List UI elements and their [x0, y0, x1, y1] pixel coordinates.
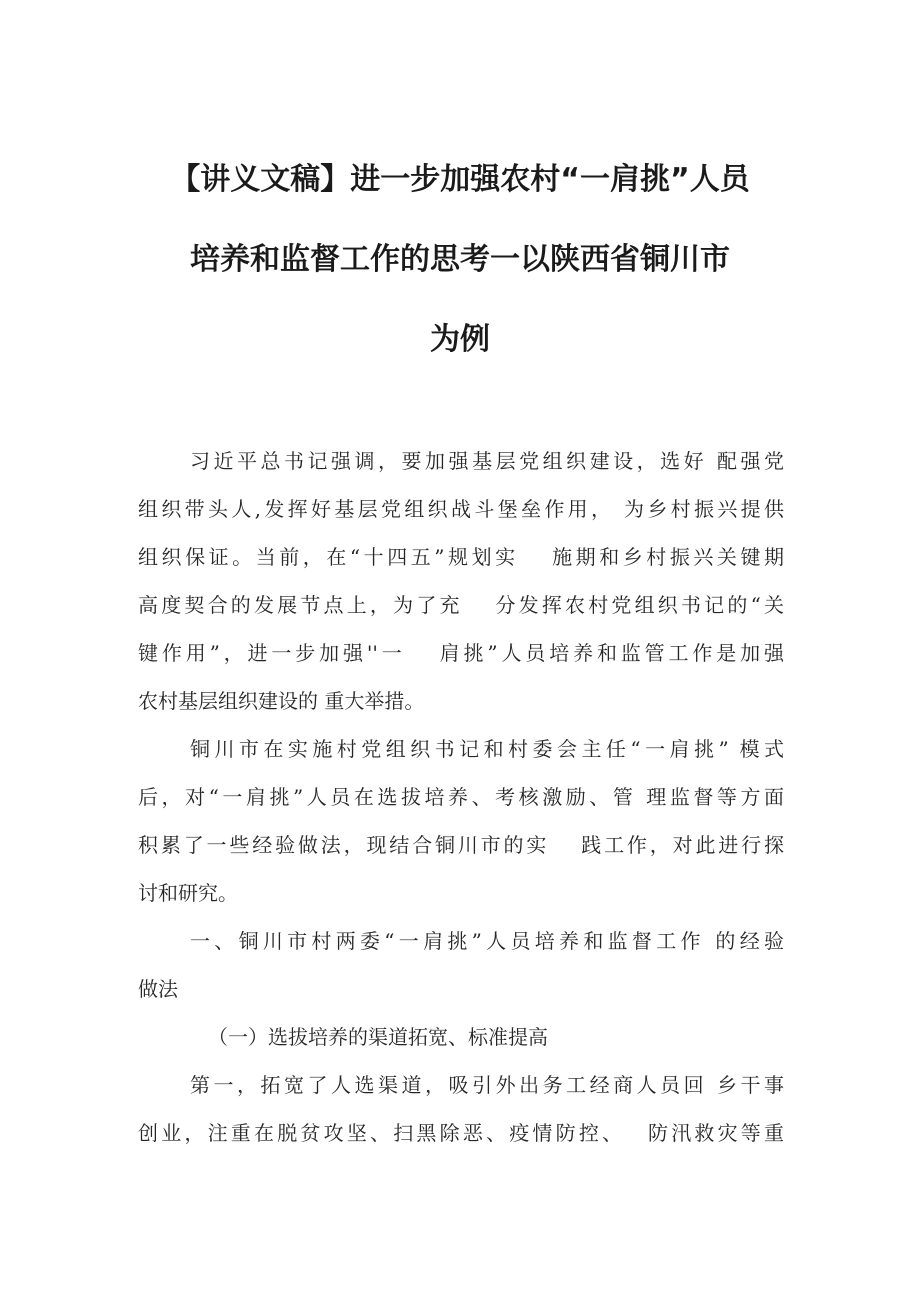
title-line-3: 为例 [430, 322, 490, 357]
body-line: 习近平总书记强调，要加强基层党组织建设，选好 配强党 [190, 449, 784, 473]
body-line: 键作用”，进一步加强''一 肩挑”人员培养和监管工作是加强 [138, 641, 784, 665]
body-line: 讨和研究。 [138, 881, 238, 905]
body-line: 第一，拓宽了人选渠道，吸引外出务工经商人员回 乡干事 [190, 1073, 784, 1097]
body-line: 铜川市在实施村党组织书记和村委会主任“一肩挑” 模式 [190, 737, 784, 761]
body-line: 后，对“一肩挑”人员在选拔培养、考核激励、管 理监督等方面 [138, 785, 784, 809]
body-line: 高度契合的发展节点上，为了充 分发挥农村党组织书记的“关 [138, 593, 784, 617]
body-line: 组织带头人,发挥好基层党组织战斗堡垒作用， 为乡村振兴提供 [138, 497, 784, 521]
document-title [60, 150, 860, 390]
body-line: 组织保证。当前，在“十四五”规划实 施期和乡村振兴关键期 [138, 545, 784, 569]
section-heading: 一、铜川市村两委“一肩挑”人员培养和监督工作 的经验 [190, 929, 784, 953]
body-line: 积累了一些经验做法，现结合铜川市的实 践工作，对此进行探 [138, 833, 784, 857]
title-line-1: 【讲义文稿】进一步加强农村“一肩挑”人员 [170, 162, 750, 197]
body-line: 创业，注重在脱贫攻坚、扫黑除恶、疫情防控、 防汛救灾等重 [138, 1121, 784, 1145]
body-line: 农村基层组织建设的 重大举措。 [138, 689, 425, 713]
document-body [138, 437, 784, 1157]
section-heading-continued: 做法 [138, 977, 178, 1001]
title-line-2: 培养和监督工作的思考一以陕西省铜川市 [190, 242, 730, 277]
subsection-heading: （一）选拔培养的渠道拓宽、标准提高 [208, 1025, 548, 1049]
